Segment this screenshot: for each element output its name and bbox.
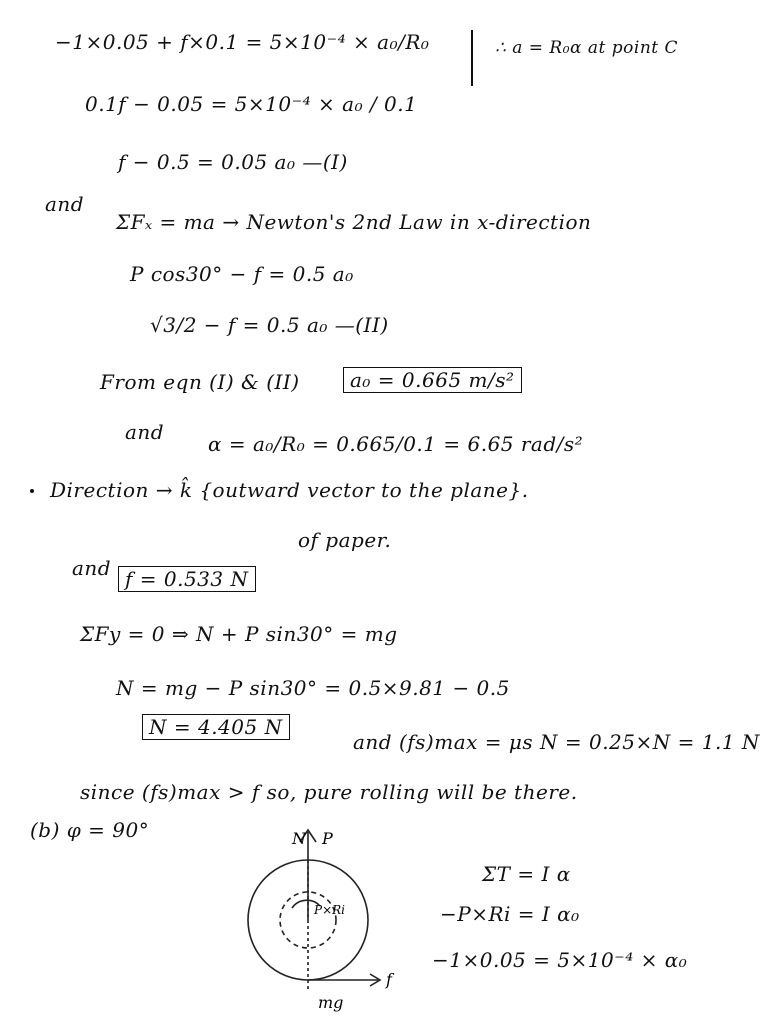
result-box-f: f = 0.533 N [118, 566, 256, 592]
equation-torque-sum: ΣT = I α [482, 862, 571, 886]
label-f: f [386, 970, 392, 989]
equation-newton-x: ΣFₓ = ma → Newton's 2nd Law in x-direction [116, 210, 592, 234]
equation-alpha: α = a₀/R₀ = 0.665/0.1 = 6.65 rad/s² [208, 432, 584, 456]
and-label-1: and [45, 192, 85, 216]
direction-statement: Direction → k̂ {outward vector to the plane}. [50, 478, 529, 502]
label-p-times-ri: P×Ri [314, 903, 346, 917]
from-equations-label: From eqn (I) & (II) [100, 370, 300, 394]
and-label-3: and [72, 556, 112, 580]
conclusion-pure-rolling: since (fs)max > f so, pure rolling will be there. [80, 780, 578, 804]
equation-torque: −P×Ri = I α₀ [440, 902, 580, 926]
label-mg: mg [318, 993, 344, 1012]
equation-friction-max: and (fs)max = μs N = 0.25×N = 1.1 N [353, 730, 760, 754]
note-a-equals-r-alpha: ∴ a = R₀α at point C [495, 38, 679, 58]
equation-normal-force: N = mg − P sin30° = 0.5×9.81 − 0.5 [116, 676, 510, 700]
equation-line-3: f − 0.5 = 0.05 a₀ —(I) [118, 150, 348, 174]
bullet-dot [30, 489, 34, 493]
result-box-n: N = 4.405 N [142, 714, 290, 740]
part-b-heading: (b) φ = 90° [30, 818, 150, 842]
separator-bar [471, 30, 473, 86]
equation-line-2: 0.1f − 0.05 = 5×10⁻⁴ × a₀ / 0.1 [85, 92, 418, 116]
equation-line-6: √3/2 − f = 0.5 a₀ —(II) [150, 313, 389, 337]
and-label-2: and [125, 420, 165, 444]
label-p: P [322, 829, 333, 848]
label-n: N [292, 829, 306, 848]
equation-line-1: −1×0.05 + f×0.1 = 5×10⁻⁴ × a₀/R₀ [55, 30, 430, 54]
equation-line-5: P cos30° − f = 0.5 a₀ [130, 262, 354, 286]
equation-alpha0: −1×0.05 = 5×10⁻⁴ × α₀ [432, 948, 688, 972]
free-body-diagram [230, 820, 430, 1020]
result-box-a0: a₀ = 0.665 m/s² [343, 367, 522, 393]
equation-sum-fy: ΣFy = 0 ⇒ N + P sin30° = mg [80, 622, 398, 646]
direction-statement-cont: of paper. [298, 528, 392, 552]
